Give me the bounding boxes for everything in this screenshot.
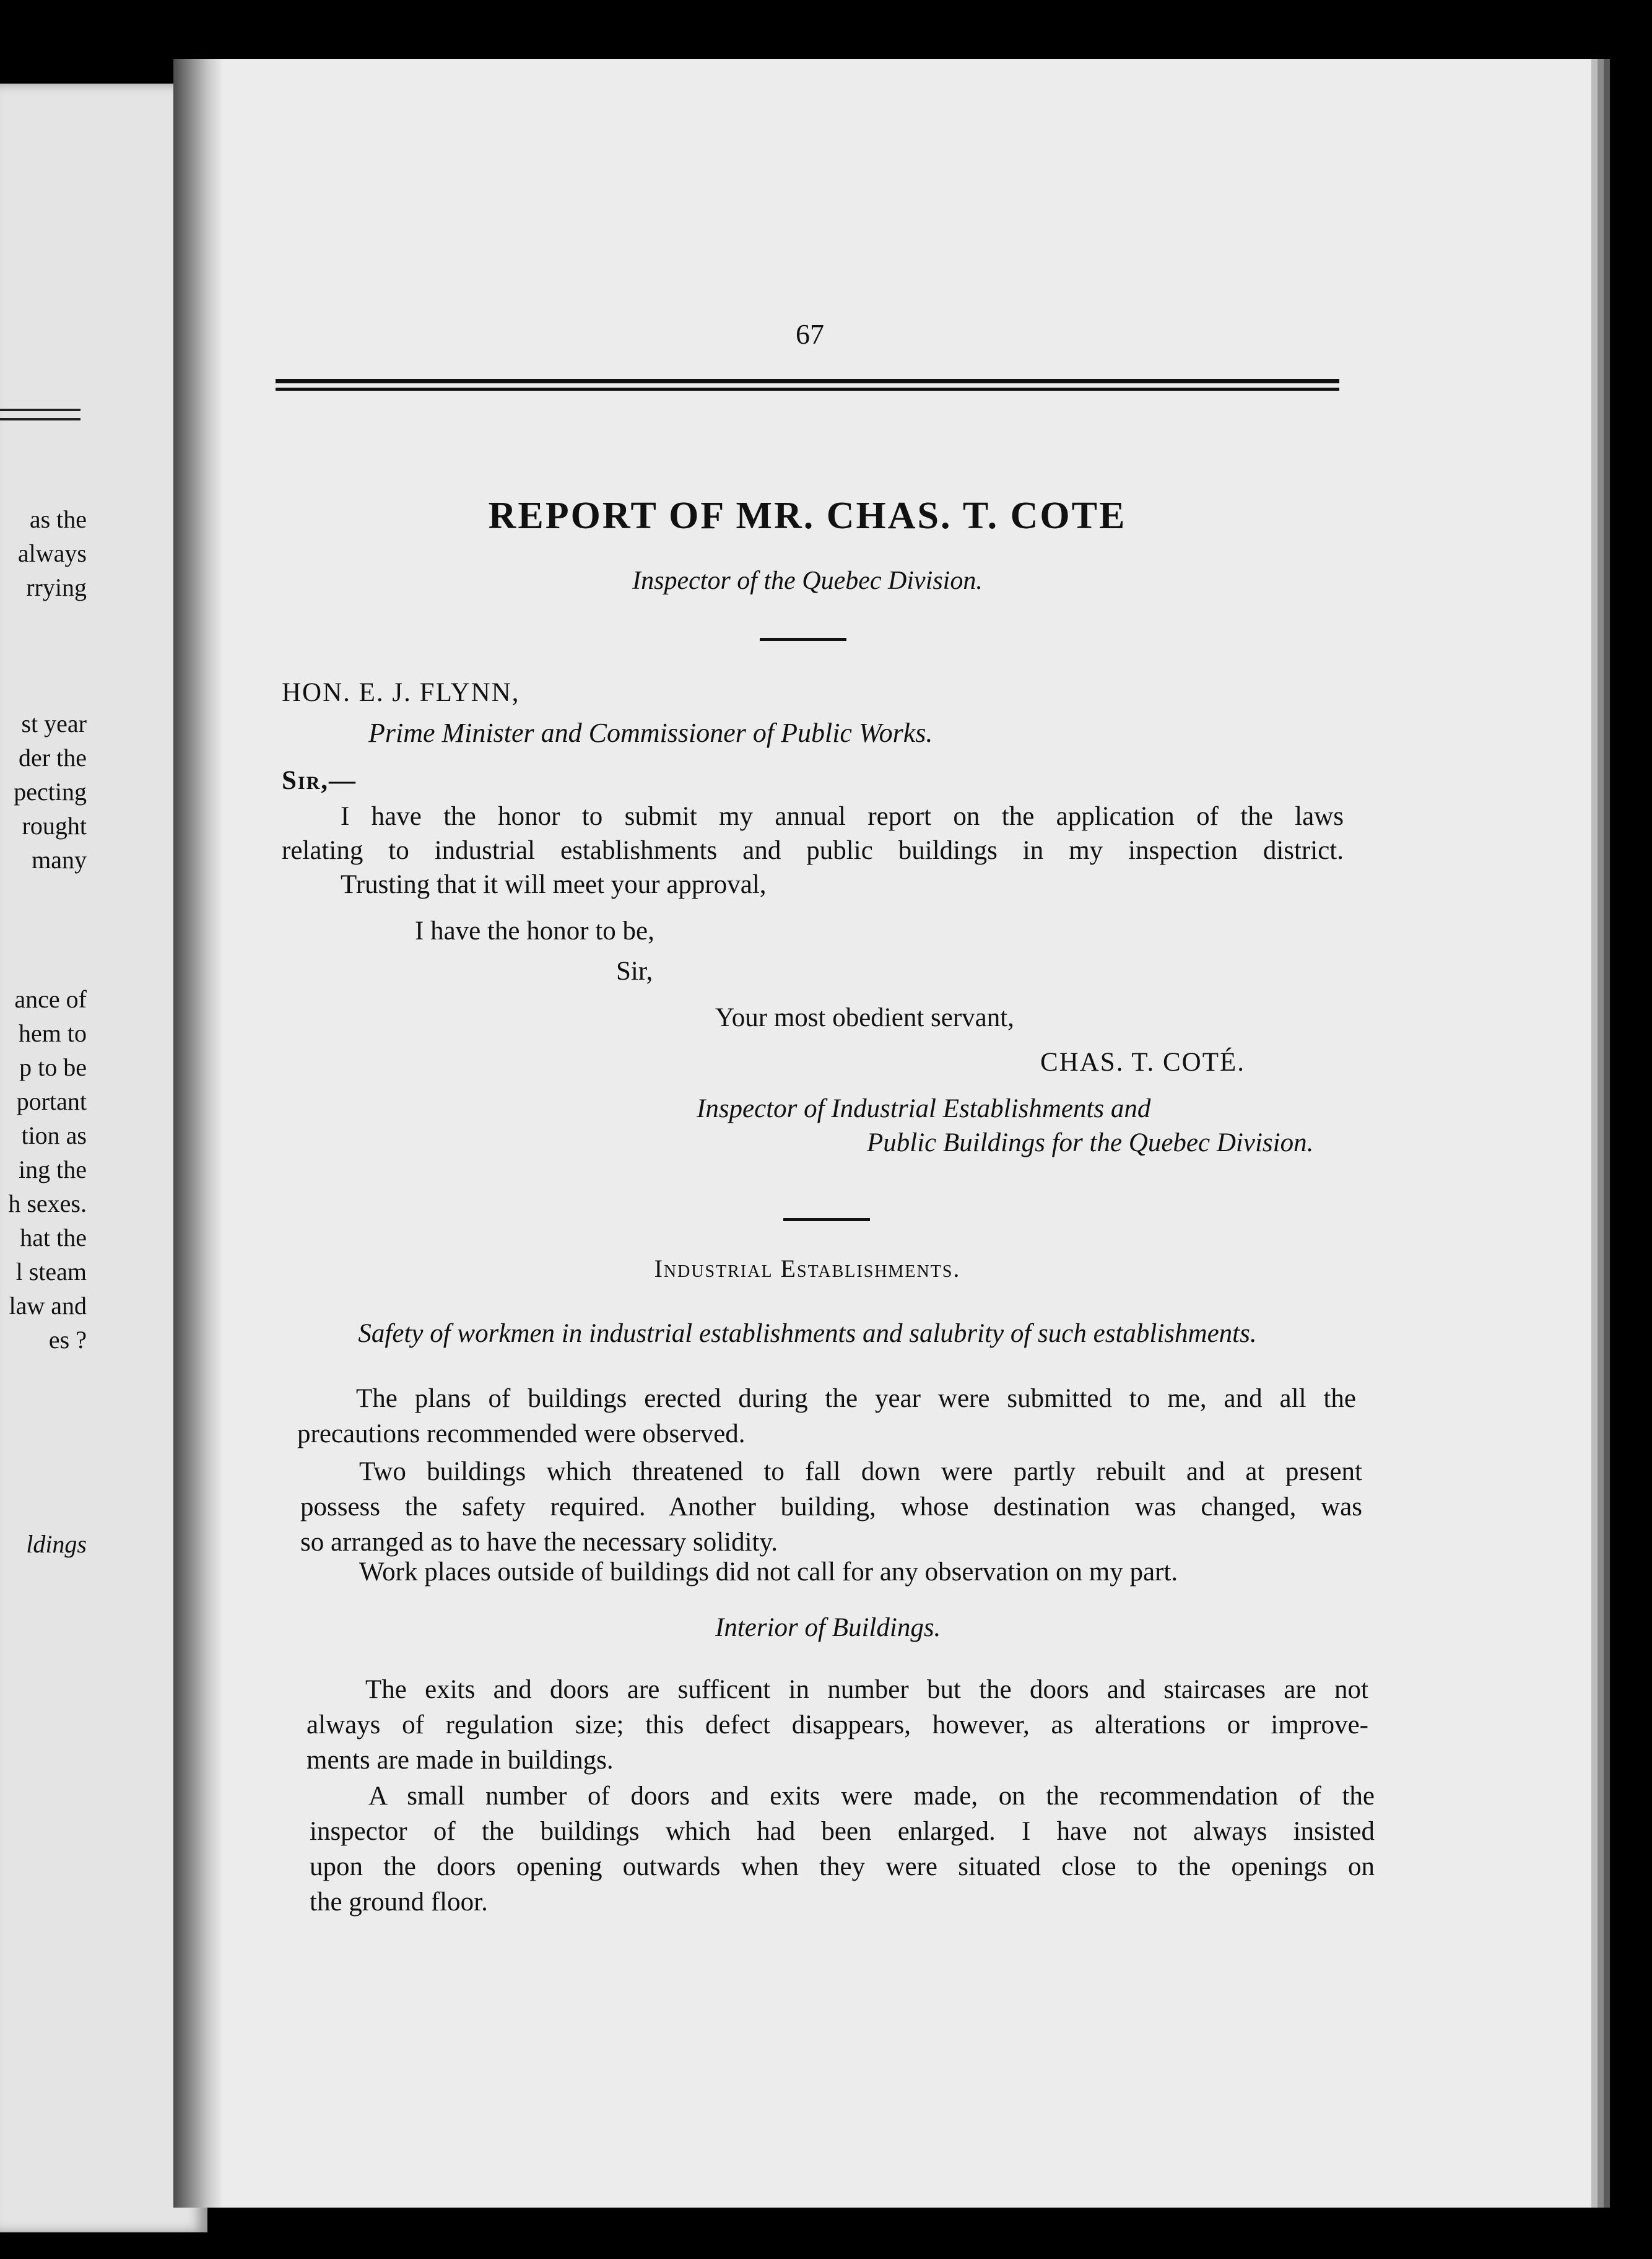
letter-separator-rule bbox=[783, 1218, 870, 1221]
signature-title: Inspector of Industrial Establishments and bbox=[697, 1094, 1151, 1123]
body-line: precautions recommended were observed. bbox=[297, 1419, 746, 1448]
previous-page-text-fragment: always bbox=[17, 539, 87, 567]
letter-signature: CHAS. T. COTÉ. bbox=[1040, 1048, 1246, 1077]
body-line: The exits and doors are sufficent in number but the doors and staircases are not bbox=[365, 1675, 1368, 1704]
previous-page-text-fragment: ance of bbox=[14, 985, 87, 1013]
previous-page-text-fragment: pecting bbox=[14, 778, 87, 806]
body-line: so arranged as to have the necessary solidity. bbox=[300, 1528, 778, 1557]
page-gutter-shadow bbox=[173, 59, 223, 2208]
previous-page-text-fragment: portant bbox=[16, 1087, 87, 1115]
section-subheading: Safety of workmen in industrial establishments and salubrity of such establishments. bbox=[358, 1319, 1257, 1348]
letter-addressee: HON. E. J. FLYNN, bbox=[282, 678, 520, 707]
previous-page-text-fragment: ing the bbox=[19, 1156, 87, 1183]
previous-page-text-fragment: hat the bbox=[20, 1224, 87, 1251]
report-subtitle: Inspector of the Quebec Division. bbox=[632, 567, 983, 595]
body-line: the ground floor. bbox=[310, 1887, 488, 1917]
body-line: A small number of doors and exits were made, on the recommendation of the bbox=[368, 1782, 1375, 1811]
page-number: 67 bbox=[796, 318, 824, 350]
previous-page-text-fragment: l steam bbox=[15, 1258, 87, 1286]
signature-title: Public Buildings for the Quebec Division. bbox=[867, 1128, 1314, 1157]
previous-page-text-fragment: ldings bbox=[26, 1530, 87, 1558]
previous-page-text-fragment: st year bbox=[21, 710, 87, 738]
body-line: ments are made in buildings. bbox=[306, 1746, 614, 1775]
body-line: The plans of buildings erected during the year were submitted to me, and all the bbox=[356, 1384, 1356, 1413]
letter-closing: Your most obedient servant, bbox=[715, 1003, 1014, 1032]
previous-page-text-fragment: rought bbox=[22, 812, 87, 840]
previous-page-text-fragment: der the bbox=[19, 744, 87, 772]
header-double-rule bbox=[276, 388, 1339, 391]
letter-body-line: relating to industrial establishments and public buildings in my inspection district. bbox=[282, 836, 1344, 865]
previous-page-text-fragment: law and bbox=[9, 1292, 87, 1320]
body-line: Two buildings which threatened to fall down were partly rebuilt and at present bbox=[359, 1457, 1362, 1486]
previous-page-text-fragment: h sexes. bbox=[8, 1190, 87, 1217]
report-title: REPORT OF MR. CHAS. T. COTE bbox=[488, 495, 1127, 537]
body-line: possess the safety required. Another building, whose destination was changed, was bbox=[300, 1492, 1362, 1521]
letter-body-line: Trusting that it will meet your approval, bbox=[341, 870, 767, 899]
letter-closing: I have the honor to be, bbox=[415, 916, 654, 946]
previous-page-rule bbox=[0, 409, 80, 411]
body-line: inspector of the buildings which had been enlarged. I have not always insisted bbox=[310, 1817, 1375, 1846]
previous-page-text-fragment: tion as bbox=[21, 1121, 87, 1149]
previous-page-text-fragment: many bbox=[32, 846, 87, 874]
title-separator-rule bbox=[760, 638, 846, 641]
body-line: always of regulation size; this defect disappears, however, as alterations or improve- bbox=[306, 1710, 1368, 1739]
previous-page-text-fragment: p to be bbox=[19, 1053, 87, 1081]
previous-page-text-fragment: rrying bbox=[26, 573, 87, 601]
previous-page-text-fragment: hem to bbox=[19, 1019, 87, 1047]
subsection-heading: Interior of Buildings. bbox=[715, 1613, 941, 1642]
previous-page-text-fragment: as the bbox=[29, 505, 87, 533]
section-heading: Industrial Establishments. bbox=[654, 1255, 961, 1282]
previous-page-text-fragment: es ? bbox=[48, 1326, 87, 1354]
letter-salutation: Sir,— bbox=[282, 766, 357, 795]
previous-page-rule bbox=[0, 418, 80, 420]
page-67 bbox=[173, 59, 1591, 2208]
letter-addressee-title: Prime Minister and Commissioner of Public Works. bbox=[368, 718, 933, 748]
letter-closing: Sir, bbox=[616, 957, 653, 986]
header-double-rule bbox=[276, 379, 1339, 383]
letter-body-line: I have the honor to submit my annual report on the application of the laws bbox=[341, 802, 1344, 831]
body-line: upon the doors opening outwards when they were situated close to the openings on bbox=[310, 1852, 1375, 1881]
body-line: Work places outside of buildings did not call for any observation on my part. bbox=[359, 1557, 1178, 1587]
